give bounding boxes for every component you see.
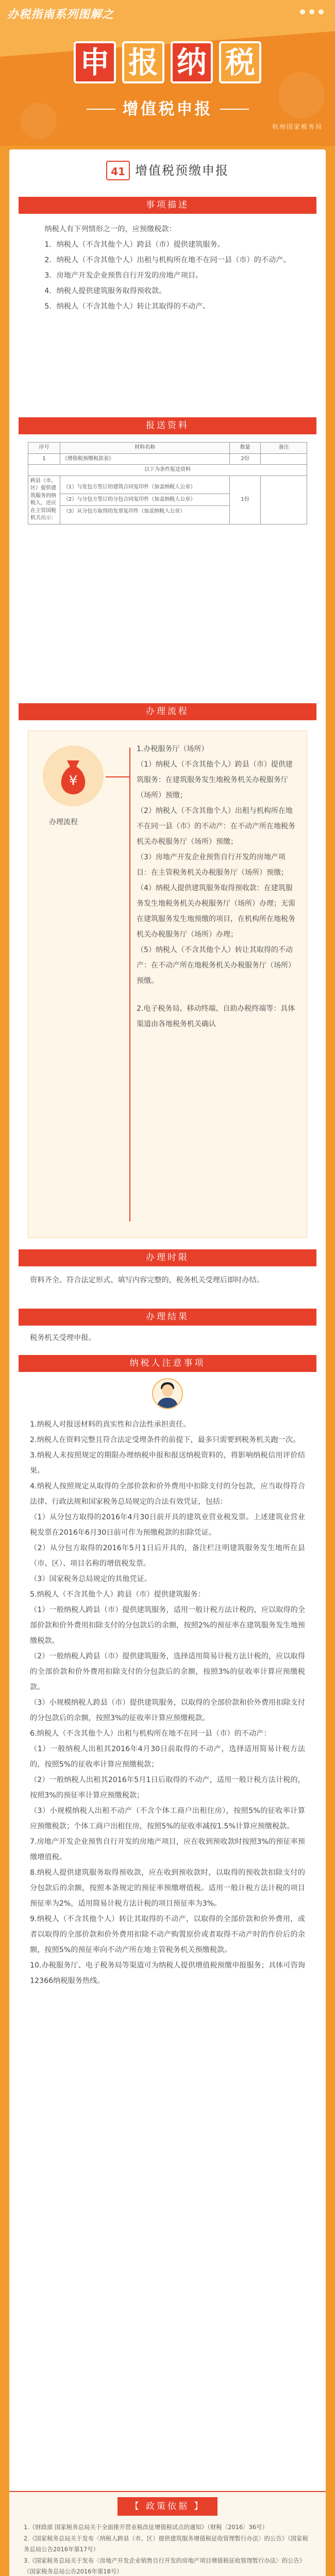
note-line: 7.房地产开发企业预售自行开发的房地产项目，应在收到预收款时按照3%的预征率预缴增值税。 xyxy=(30,1838,305,1861)
table-row xyxy=(28,465,307,476)
description-line: 1．纳税人（不含其他个人）跨县（市）提供建筑服务。 xyxy=(44,241,225,249)
watermark: 杭州国家税务局 xyxy=(272,123,323,130)
note-line: （3）小规模纳税人跨县（市）提供建筑服务，以取得的全部价款和价外费用扣除支付的分包款后的余额，按照3%的征收率计算应预缴税款。 xyxy=(30,1699,305,1722)
header-subtitle: 增值税申报 xyxy=(122,100,213,118)
result-line: 税务机关受理申报。 xyxy=(30,1334,96,1342)
title-tile: 纳 xyxy=(171,41,213,83)
money-bag-icon xyxy=(43,745,104,806)
table-subheader: 以下为条件报送资料 xyxy=(28,465,307,476)
table-cell xyxy=(261,453,307,465)
process-panel xyxy=(28,731,307,1238)
note-line: （2）一般纳税人跨县（市）提供建筑服务，选择适用简易计税方法计税的，应以取得的全部价款和价外费用扣除支付的分包款后的余额，按照3%的征收率计算应预缴税款。 xyxy=(30,1652,305,1691)
note-line: 9.纳税人（不含其他个人）转让其取得的不动产，以取得的全部价款和价外费用，或者以取得的全部价款和价外费用扣除不动产购置原价或者取得不动产时的作价后的余额，按照5%的预征率向不动产所在地主管税务机关预缴税款。 xyxy=(30,1915,305,1954)
policy-item: 2.《国家税务总局关于发布〈纳税人跨县（市、区）提供建筑服务增值税征收管理暂行办法〉的公告》（国家税务总局公告2016年第17号） xyxy=(24,2534,308,2553)
title-tile: 税 xyxy=(219,41,261,83)
timelimit-line: 资料齐全、符合法定形式、填写内容完整的，税务机关受理后即时办结。 xyxy=(30,1276,264,1284)
table-cell xyxy=(261,476,307,524)
item-number-badge: 41 xyxy=(106,161,130,180)
section-header-process: 办理流程 xyxy=(19,703,316,720)
divider-line xyxy=(220,109,249,110)
series-kicker: 办税指南系列图解之 xyxy=(7,8,114,21)
policy-item: 3.《国家税务总局关于发布〈房地产开发企业销售自行开发的房地产项目增值税征收管理暂行办法〉的公告》（国家税务总局公告2016年第18号） xyxy=(24,2556,306,2575)
table-header-cell: 序号 xyxy=(28,443,60,454)
section-header-timelimit: 办理时限 xyxy=(19,1249,316,1266)
note-line: 10.办税服务厅、电子税务局等渠道可为纳税人提供增值税预缴申报服务；具体可咨询12366纳税服务热线。 xyxy=(30,1961,305,1985)
note-line: （1）从分包方取得的2016年4月30日前开具的建筑业营业税发票。上述建筑业营业税发票在2016年6月30日前可作为预缴税款的扣除凭证。 xyxy=(30,1513,305,1537)
policy-list xyxy=(24,2522,311,2576)
note-line: 6.纳税人（不含其他个人）出租与机构所在地不在同一县（市）的不动产： xyxy=(30,1730,271,1738)
note-line: 3.纳税人未按照规定的期限办理纳税申报和报送纳税资料的，将影响纳税信用评价结果。 xyxy=(30,1451,305,1475)
person-avatar-icon xyxy=(152,1378,183,1409)
section-header-result: 办理结果 xyxy=(19,1309,316,1326)
description-line: 2．纳税人（不含其他个人）出租与机构所在地不在同一县（市）的不动产。 xyxy=(44,256,291,264)
condition-item: （3）从分包方取得的发票复印件（加盖纳税人公章） xyxy=(63,509,186,515)
process-step: （1）纳税人（不含其他个人）跨县（市）提供建筑服务：在建筑服务发生地税务机关办税服务厅（场所）预缴； xyxy=(137,760,293,800)
table-cell: 1份 xyxy=(230,476,261,524)
policy-basis-panel xyxy=(9,2491,326,2576)
description-line: 5．纳税人（不含其他个人）转让其取得的不动产。 xyxy=(44,302,210,311)
connector-line xyxy=(106,776,129,777)
section-header-description: 事项描述 xyxy=(19,197,316,214)
table-cell: 2份 xyxy=(230,453,261,465)
table-cell: 1 xyxy=(28,453,60,465)
process-step: （4）纳税人提供建筑服务取得预收款：在建筑服务发生地税务机关办税服务厅（场所）办理；无需在建筑服务发生地预缴的项目，在机构所在地税务机关办税服务厅（场所）办理； xyxy=(137,884,295,939)
table-cell xyxy=(60,476,229,524)
result-text xyxy=(30,1330,305,1346)
condition-item: （2）与分包方签订的分包合同复印件（加盖纳税人公章） xyxy=(60,494,229,506)
note-line: （2）一般纳税人出租其2016年5月1日后取得的不动产，适用一般计税方法计税的，按照3%的预征率计算应预缴税款； xyxy=(30,1776,305,1800)
materials-table xyxy=(28,442,307,524)
page-title-text: 增值税预缴申报 xyxy=(135,163,229,178)
process-step: （2）纳税人（不含其他个人）出租与机构所在地不在同一县（市）的不动产：在不动产所在地税务机关办税服务厅（场所）预缴； xyxy=(137,807,295,846)
table-row xyxy=(28,453,307,465)
note-line: （3）小规模纳税人出租不动产（不含个体工商户出租住房），按照5%的征收率计算应预缴税款；个体工商户出租住房，按照5%的征收率减按1.5%计算应预缴税款。 xyxy=(30,1807,305,1831)
divider-line xyxy=(87,109,115,110)
process-step: 1.办税服务厅（场所） xyxy=(137,745,209,753)
condition-item: （1）与发包方签订的建筑合同复印件（加盖纳税人公章） xyxy=(60,482,229,494)
timeline-line xyxy=(129,748,130,1222)
policy-item: 1.《财政部 国家税务总局关于全面推开营业税改征增值税试点的通知》（财税〔2016〕36号） xyxy=(24,2523,268,2531)
process-step: （5）纳税人（不含其他个人）转让其取得的不动产：在不动产所在地税务机关办税服务厅（场所）预缴。 xyxy=(137,946,295,985)
process-step: 2.电子税务局、移动终端、自助办税终端等：具体渠道由各地税务机关确认 xyxy=(137,1005,295,1028)
header-subtitle-row xyxy=(0,95,335,123)
title-tile: 报 xyxy=(122,41,164,83)
note-line: 1.纳税人对报送材料的真实性和合法性承担责任。 xyxy=(30,1420,191,1429)
table-row xyxy=(28,476,307,524)
description-line: 纳税人有下列情形之一的，应预缴税款： xyxy=(44,225,176,233)
header-banner xyxy=(0,0,335,146)
process-step: （3）房地产开发企业预售自行开发的房地产项目：在主管税务机关办税服务厅（场所）预缴； xyxy=(137,853,288,877)
table-header-cell: 数量 xyxy=(230,443,261,454)
description-line: 3．房地产开发企业预售自行开发的房地产项目。 xyxy=(44,272,203,280)
note-line: （1）一般纳税人出租其2016年4月30日前取得的不动产，选择适用简易计税方法的，按照5%的征收率计算应预缴税款； xyxy=(30,1745,305,1769)
note-line: （1）一般纳税人跨县（市）提供建筑服务，适用一般计税方法计税的，应以取得的全部价款和价外费用扣除支付的分包款后的余额，按照2%的预征率在建筑服务发生地预缴税款。 xyxy=(30,1606,305,1645)
note-line: 2.纳税人在资料完整且符合法定受理条件的前提下，最多只需要到税务机关跑一次。 xyxy=(30,1436,300,1444)
table-header-row xyxy=(28,443,307,454)
section-header-notes: 纳税人注意事项 xyxy=(19,1355,316,1372)
section-header-materials: 报送资料 xyxy=(19,417,316,434)
process-label: 办理流程 xyxy=(49,818,78,826)
notes-text xyxy=(30,1417,305,1989)
page-title xyxy=(9,160,326,181)
note-line: 8.纳税人提供建筑服务取得预收款，应在收到预收款时，以取得的预收款扣除支付的分包款后的余额，按照本条规定的预征率预缴增值税。适用一般计税方法计税的项目预征率为2%，适用简易计税方法计税的项目预征率为3%。 xyxy=(30,1869,305,1908)
note-line: （3）国家税务总局规定的其他凭证。 xyxy=(30,1575,152,1583)
table-cell: 《增值税预缴税款表》 xyxy=(60,453,229,465)
table-cell: 跨县（市、区）提供建筑服务的纳税人，还应在主管国税机关出示： xyxy=(28,476,60,524)
content-card xyxy=(9,149,326,2576)
policy-title: 【 政策依据 】 xyxy=(118,2497,217,2516)
header-dots xyxy=(300,9,324,14)
process-steps xyxy=(137,741,298,1032)
timelimit-text xyxy=(30,1273,305,1288)
description-text xyxy=(30,222,305,314)
note-line: 4.纳税人按照规定从取得的全部价款和价外费用中扣除支付的分包款，应当取得符合法律、行政法规和国家税务总局规定的合法有效凭证，包括： xyxy=(30,1482,305,1506)
svg-text:¥: ¥ xyxy=(69,773,78,789)
title-tiles xyxy=(74,41,261,83)
title-tile: 申 xyxy=(74,41,116,83)
note-line: 5.纳税人（不含其他个人）跨县（市）提供建筑服务： xyxy=(30,1590,205,1599)
table-header-cell: 材料名称 xyxy=(60,443,229,454)
description-line: 4．纳税人提供建筑服务取得预收款。 xyxy=(44,287,166,295)
table-header-cell: 备注 xyxy=(261,443,307,454)
note-line: （2）从分包方取得的2016年5月1日后开具的，备注栏注明建筑服务发生地所在县（市、区）、项目名称的增值税发票。 xyxy=(30,1544,305,1568)
